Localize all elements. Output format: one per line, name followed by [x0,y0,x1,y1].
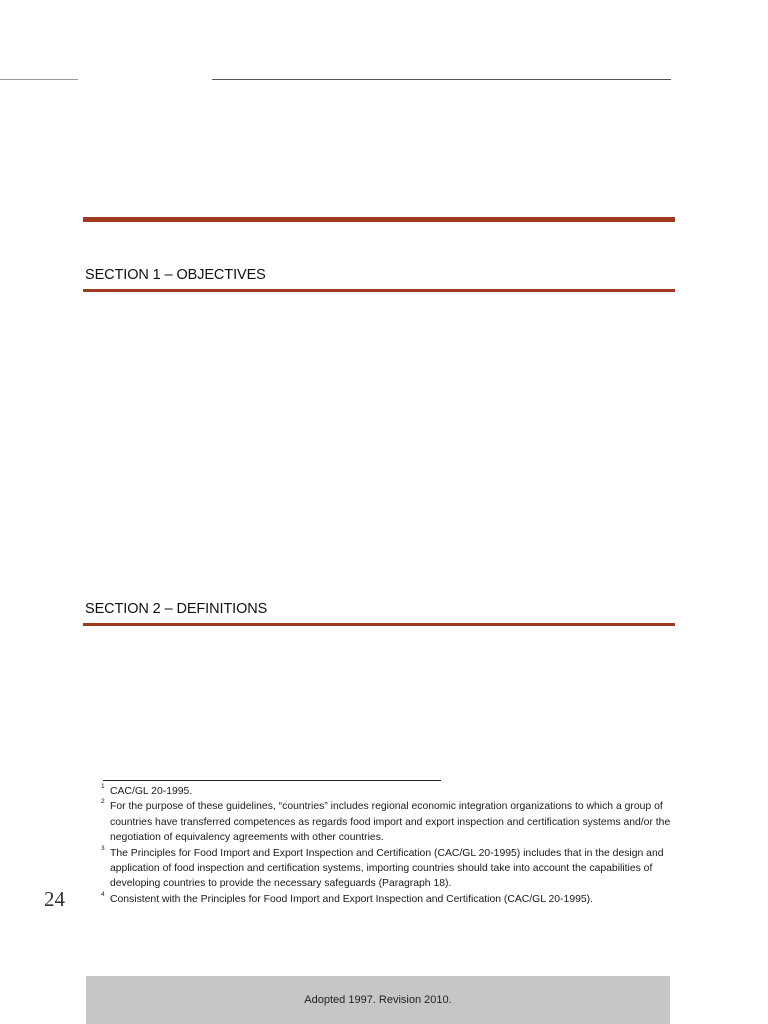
footer-adoption-note: Adopted 1997. Revision 2010. [304,994,452,1006]
header-accent-bar [83,217,675,222]
footnote-4 [101,892,676,907]
footnote-marker: 4 [101,890,105,898]
section-1-rule [83,289,675,292]
section-1-title: SECTION 1 – OBJECTIVES [85,267,266,283]
top-divider [212,79,671,80]
footnote-text: The Principles for Food Import and Export Inspection and Certification (CAC/GL 20-1995) includes that in the design and application of food inspection and certification systems, importing countries should take into account the capabilities of developing countries to provide the necessary safeguards (Paragraph 18). [110,847,664,890]
top-divider-left [0,79,78,80]
footnote-3 [101,846,676,892]
footnotes [101,784,676,907]
footer-band [86,976,670,1024]
footnote-marker: 2 [101,798,105,806]
section-2-rule [83,623,675,626]
footnote-marker: 1 [101,783,105,790]
footnote-text: For the purpose of these guidelines, “countries” includes regional economic integration organizations to which a group of countries have transferred competences as regards food import and export inspection and certification systems and/or the negotiation of equivalency agreements with other countries. [110,801,671,844]
section-2-title: SECTION 2 – DEFINITIONS [85,601,268,617]
footnote-separator [103,780,441,781]
footnote-marker: 3 [101,844,105,852]
footnote-2 [101,799,676,845]
page-number: 24 [44,887,65,911]
footnote-text: Consistent with the Principles for Food Import and Export Inspection and Certification (CAC/GL 20-1995). [110,893,594,905]
footnote-1 [101,784,676,799]
footnote-text: CAC/GL 20-1995. [110,786,193,797]
